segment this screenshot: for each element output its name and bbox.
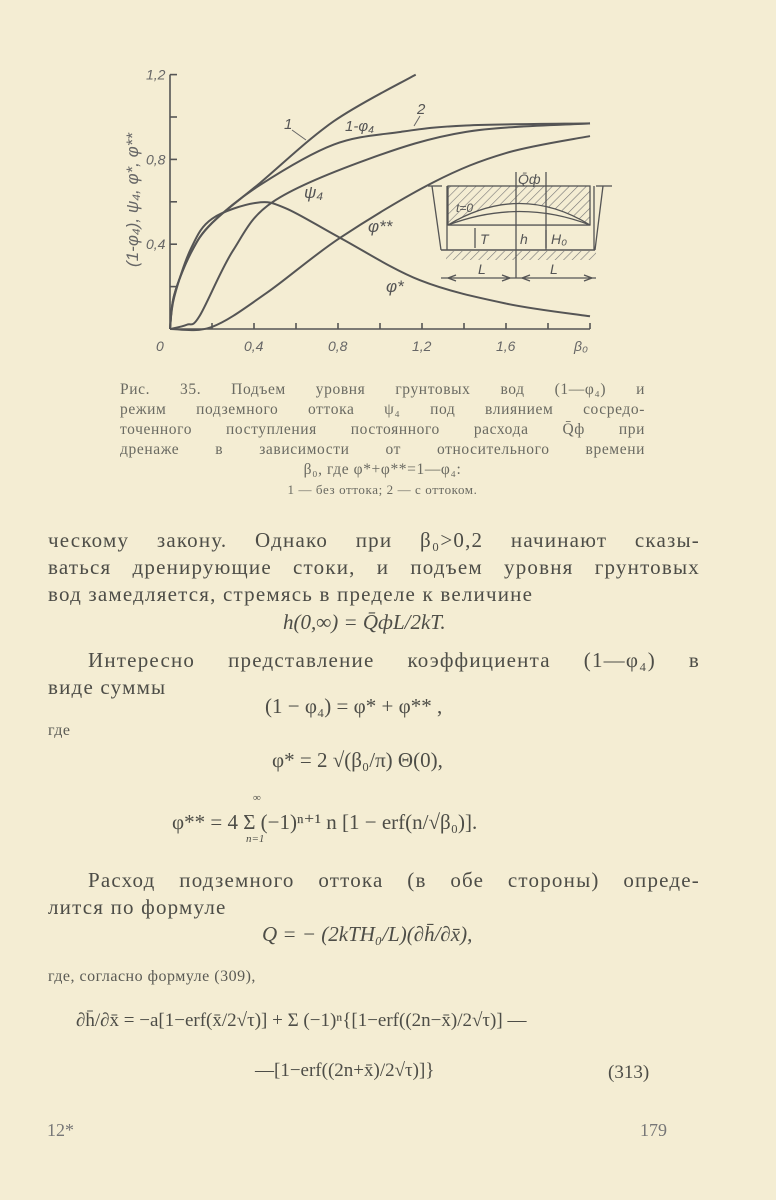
equation-313-line2: —[1−erf((2n+x̄)/2√τ)]} [255,1060,435,1081]
inset-label-T: T [480,231,489,247]
curve-label-1: 1 [284,116,293,133]
inset-label-q-phi: Q̄ф [518,171,541,187]
y-tick-label: 0,4 [146,236,166,253]
curve-label-phi-star: φ* [386,277,404,296]
body-text-line: Расход подземного оттока (в обе стороны) опреде- [88,868,700,892]
body-text-line: лится по формуле [48,895,227,919]
body-text-line: вод замедляется, стремясь в пределе к величине [48,582,534,606]
figure-35-chart [0,0,776,380]
where-label: где [48,722,71,739]
x-tick-label: 1,6 [496,338,516,354]
equation-h-limit: h(0,∞) = Q̄фL/2kT. [283,610,446,634]
body-text-line: виде суммы [48,675,167,699]
inset-label-t0: t=0 [456,201,474,215]
x-tick-label: 0,8 [328,338,348,354]
curve-label-phi-star-star: φ** [368,217,393,236]
curve-label-psi4: ψ₄ [304,183,324,202]
curve-series-1 [170,75,416,329]
caption-line: Рис. 35. Подъем уровня грунтовых вод (1—φ₄) и [120,381,645,398]
x-tick-label: 0,4 [244,338,264,354]
x-tick-label: 0 [156,338,164,354]
body-text-line: ческому закону. Однако при β₀>0,2 начинают сказы- [48,528,700,552]
caption-line: точенного поступления постоянного расхода Q̄ф при [120,421,645,438]
curve-label-one-minus-phi4: 1-φ₄ [345,118,375,135]
equation-313-line1: ∂h̄/∂x̄ = −a[1−erf(x̄/2√τ)] + Σ (−1)ⁿ{[1−erf((2n−x̄)/2√τ)] — [76,1010,527,1031]
equation-sum: (1 − φ₄) = φ* + φ** , [265,694,443,718]
caption-line: режим подземного оттока ψ₄ под влиянием сосредо- [120,401,645,418]
equation-number: (313) [608,1062,650,1083]
inset-label-H0: H₀ [551,231,568,247]
drainage-inset-diagram [428,172,612,281]
x-axis-label: β₀ [574,338,588,354]
sum-lower-limit: n=1 [246,833,265,845]
sum-upper-limit: ∞ [253,792,261,804]
x-tick-label: 1,2 [412,338,432,354]
inset-label-L-left: L [478,261,486,277]
equation-phi-star-star: φ** = 4 Σ (−1)ⁿ⁺¹ n [1 − erf(n/√β₀)]. [172,810,478,834]
body-text-line: ваться дренирующие стоки, и подъем уровня грунтовых [48,555,700,579]
inset-label-h: h [520,231,528,247]
body-text-line: Интересно представление коэффициента (1—φ₄) в [88,648,700,672]
signature-mark: 12* [47,1120,74,1140]
equation-discharge: Q = − (2kTH₀/L)(∂h̄/∂x̄), [262,922,473,946]
page-number: 179 [640,1120,667,1140]
caption-line: β₀, где φ*+φ**=1—φ₄: [303,461,462,478]
caption-legend: 1 — без оттока; 2 — с оттоком. [287,482,478,497]
y-tick-label: 1,2 [146,66,166,83]
y-tick-label: 0,8 [146,151,166,168]
curve-label-2: 2 [417,101,426,118]
equation-phi-star: φ* = 2 √(β₀/π) Θ(0), [272,748,443,772]
figure-caption [120,380,645,500]
body-text-line: где, согласно формуле (309), [48,968,256,985]
y-axis-label: (1-φ₄), ψ₄, φ*, φ** [123,133,142,267]
inset-label-L-right: L [550,261,558,277]
caption-line: дренаже в зависимости от относительного времени [120,441,645,458]
